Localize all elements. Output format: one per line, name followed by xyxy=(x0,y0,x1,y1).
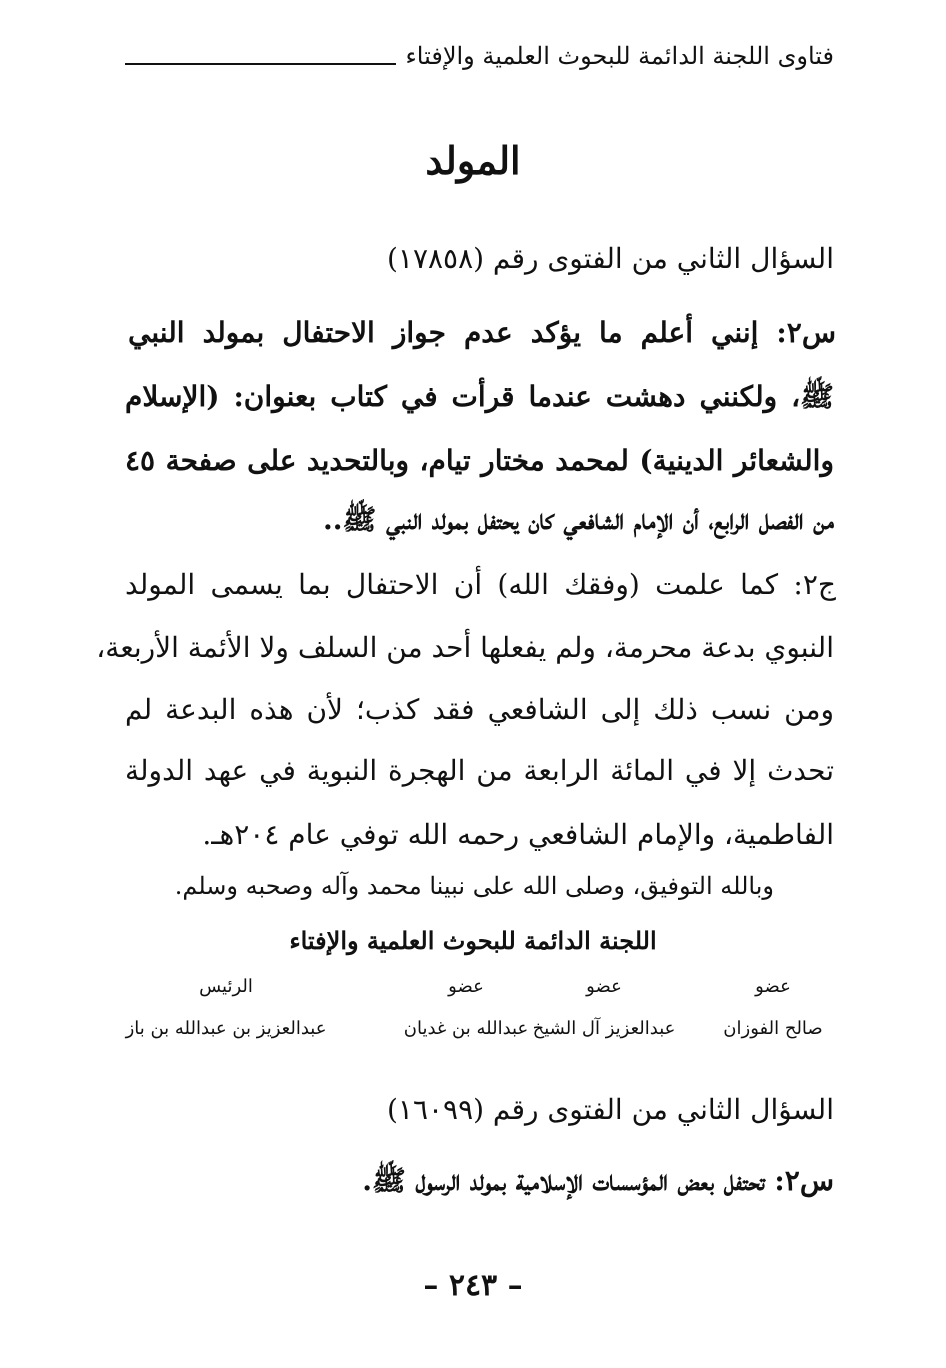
fatwa-reference-2: السؤال الثاني من الفتوى رقم (١٦٠٩٩) xyxy=(386,1093,834,1126)
answer-line: الفاطمية، والإمام الشافعي رحمه الله توفي عام ٢٠٤هـ. xyxy=(202,818,834,851)
committee-name: اللجنة الدائمة للبحوث العلمية والإفتاء xyxy=(289,926,657,955)
signatory-role: عضو xyxy=(448,976,484,997)
chapter-title: المولد xyxy=(425,138,521,183)
question-line: س٢: إنني أعلم ما يؤكد عدم جواز الاحتفال بمولد النبي xyxy=(128,316,836,349)
closing-formula: وبالله التوفيق، وصلى الله على نبينا محمد وآله وصحبه وسلم. xyxy=(174,872,774,900)
question-line: ﷺ، ولكنني دهشت عندما قرأت في كتاب بعنوان: (الإسلام xyxy=(125,380,834,413)
running-header xyxy=(125,34,834,74)
answer-line: تحدث إلا في المائة الرابعة من الهجرة النبوية في عهد الدولة xyxy=(125,754,834,787)
signatory-name: صالح الفوزان xyxy=(723,1018,823,1039)
header-rule xyxy=(125,63,396,65)
answer-line: ومن نسب ذلك إلى الشافعي فقد كذب؛ لأن هذه البدعة لم xyxy=(125,693,834,726)
signatory-name: عبدالعزيز آل الشيخ xyxy=(532,1018,676,1039)
signatory-role: عضو xyxy=(586,976,622,997)
page-number: – ٢٤٣ – xyxy=(423,1268,523,1303)
signatory-name: عبدالله بن غديان xyxy=(403,1018,529,1039)
fatwa-reference-1: السؤال الثاني من الفتوى رقم (١٧٨٥٨) xyxy=(386,242,834,275)
question-line: من الفصل الرابع، أن الإمام الشافعي كان يحتفل بمولد النبي ﷺ.. xyxy=(323,503,834,536)
question-line: س٢: تحتفل بعض المؤسسات الإسلامية بمولد الرسول ﷺ. xyxy=(362,1164,834,1197)
running-title: فتاوى اللجنة الدائمة للبحوث العلمية والإفتاء xyxy=(405,42,834,70)
signatory-name: عبدالعزيز بن عبدالله بن باز xyxy=(125,1018,327,1039)
question-line: والشعائر الدينية) لمحمد مختار تيام، وبالتحديد على صفحة ٤٥ xyxy=(125,444,834,477)
signatory-role: عضو xyxy=(755,976,791,997)
signatory-role: الرئيس xyxy=(199,976,253,997)
answer-line: النبوي بدعة محرمة، ولم يفعلها أحد من السلف ولا الأئمة الأربعة، xyxy=(96,631,834,664)
answer-line: ج٢: كما علمت (وفقك الله) أن الاحتفال بما يسمى المولد xyxy=(125,568,836,601)
